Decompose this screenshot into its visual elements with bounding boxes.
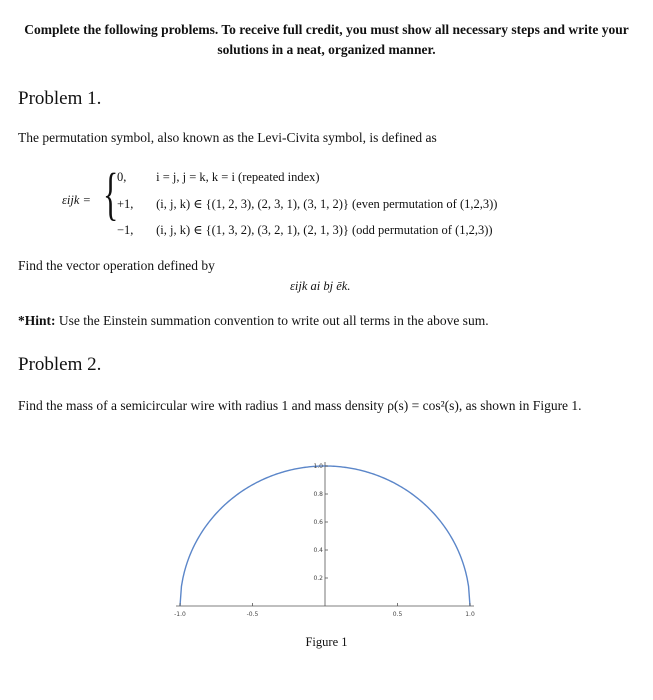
x-tick-label: -0.5 <box>246 611 259 618</box>
problem2-text: Find the mass of a semicircular wire with radius 1 and mass density ρ(s) = cos²(s), as shown in Figure 1. <box>18 398 582 413</box>
y-tick-label: 0.6 <box>313 519 323 526</box>
instructions: Complete the following problems. To receive full credit, you must show all necessary steps and write your solutions in a neat, organized manner. <box>24 22 629 57</box>
problem1-task: Find the vector operation defined by <box>18 258 215 273</box>
case-zero <box>117 170 320 185</box>
case-zero-condition: i = j, j = k, k = i (repeated index) <box>156 170 320 184</box>
y-tick-label: 0.2 <box>313 575 323 582</box>
y-tick-label: 0.4 <box>313 547 323 554</box>
problem1-expression: εijk ai bj ēk. <box>290 279 351 293</box>
case-plus-one <box>117 196 497 212</box>
problem2-title: Problem 2. <box>18 354 102 375</box>
levi-civita-lhs: εijk = <box>62 193 91 207</box>
figure-caption: Figure 1 <box>305 635 348 649</box>
semicircle-figure <box>170 456 480 626</box>
y-tick-label: 0.8 <box>313 491 323 498</box>
x-tick-label: 0.5 <box>392 611 403 618</box>
case-zero-value: 0, <box>117 170 127 184</box>
hint-label: *Hint: <box>18 313 56 328</box>
problem1-title: Problem 1. <box>18 88 102 109</box>
cases-brace: { <box>103 161 119 226</box>
x-tick-label: -1.0 <box>174 611 186 618</box>
case-minus-one <box>117 222 493 238</box>
x-tick-label: 1.0 <box>465 611 475 618</box>
case-minus-one-value: −1, <box>117 223 134 237</box>
hint-text: Use the Einstein summation convention to write out all terms in the above sum. <box>58 313 489 328</box>
case-plus-one-value: +1, <box>117 197 134 211</box>
y-tick-label: 1.0 <box>313 463 323 470</box>
problem1-hint <box>18 311 489 331</box>
case-minus-one-condition: (i, j, k) ∈ {(1, 3, 2), (3, 2, 1), (2, 1, 3)} (odd permutation of (1,2,3)) <box>156 223 493 237</box>
problem1-intro: The permutation symbol, also known as the Levi-Civita symbol, is defined as <box>18 130 437 145</box>
case-plus-one-condition: (i, j, k) ∈ {(1, 2, 3), (2, 3, 1), (3, 1, 2)} (even permutation of (1,2,3)) <box>156 197 498 211</box>
